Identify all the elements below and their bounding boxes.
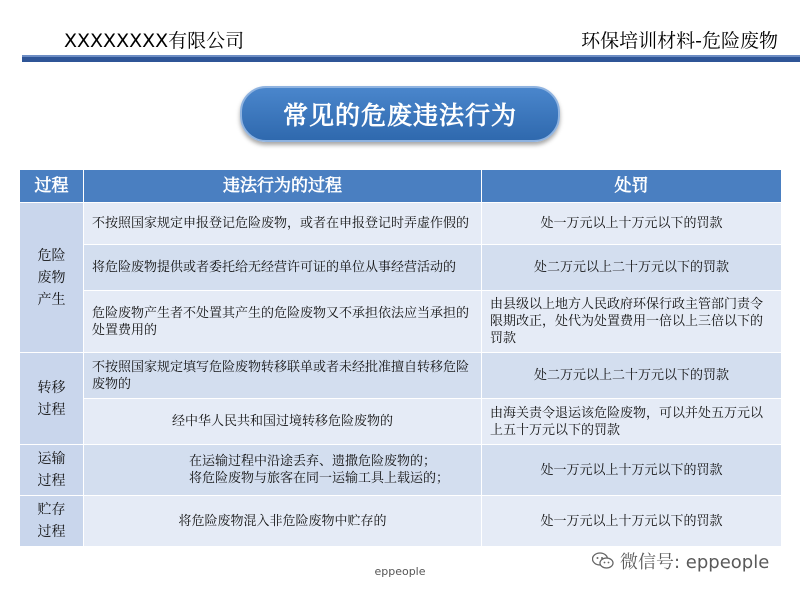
table-row <box>20 353 782 399</box>
watermark-text: 微信号: eppeople <box>620 552 770 573</box>
violation-cell: 不按照国家规定填写危险废物转移联单或者未经批准擅自转移危险废物的 <box>84 353 482 399</box>
table-row <box>20 399 782 445</box>
table-row <box>20 203 782 245</box>
violation-cell: 危险废物产生者不处置其产生的危险废物又不承担依法应当承担的处置费用的 <box>84 291 482 353</box>
company-name: XXXXXXXX有限公司 <box>64 30 245 52</box>
violation-table <box>19 169 782 547</box>
penalty-cell: 由县级以上地方人民政府环保行政主管部门责令限期改正，处代为处置费用一倍以上三倍以下的罚款 <box>482 291 782 353</box>
stage-cell-storage: 贮存 过程 <box>20 496 84 547</box>
slide-header <box>0 0 800 60</box>
penalty-cell: 处一万元以上十万元以下的罚款 <box>482 203 782 245</box>
stage-cell-generation: 危险 废物 产生 <box>20 203 84 353</box>
table-header-row <box>20 170 782 203</box>
header-stage: 过程 <box>20 170 84 203</box>
table-row <box>20 245 782 291</box>
slide-subject: 环保培训材料-危险废物 <box>581 30 778 52</box>
header-violation: 违法行为的过程 <box>84 170 482 203</box>
violation-cell: 不按照国家规定申报登记危险废物，或者在申报登记时弄虚作假的 <box>84 203 482 245</box>
penalty-cell: 处二万元以上二十万元以下的罚款 <box>482 353 782 399</box>
penalty-cell: 处一万元以上十万元以下的罚款 <box>482 445 782 496</box>
stage-cell-transport: 运输 过程 <box>20 445 84 496</box>
stage-cell-transfer: 转移 过程 <box>20 353 84 445</box>
violation-cell: 在运输过程中沿途丢弃、遗撒危险废物的； 将危险废物与旅客在同一运输工具上载运的； <box>84 445 482 496</box>
table-row <box>20 291 782 353</box>
table-row <box>20 445 782 496</box>
header-rule-thick <box>22 57 800 62</box>
violation-cell: 将危险废物提供或者委托给无经营许可证的单位从事经营活动的 <box>84 245 482 291</box>
footer-source: eppeople <box>374 565 426 578</box>
penalty-cell: 由海关责令退运该危险废物，可以并处五万元以上五十万元以下的罚款 <box>482 399 782 445</box>
table-row <box>20 496 782 547</box>
penalty-cell: 处二万元以上二十万元以下的罚款 <box>482 245 782 291</box>
slide-title: 常见的危废违法行为 <box>240 86 560 142</box>
penalty-cell: 处一万元以上十万元以下的罚款 <box>482 496 782 547</box>
violation-cell: 将危险废物混入非危险废物中贮存的 <box>84 496 482 547</box>
header-penalty: 处罚 <box>482 170 782 203</box>
violation-cell: 经中华人民共和国过境转移危险废物的 <box>84 399 482 445</box>
